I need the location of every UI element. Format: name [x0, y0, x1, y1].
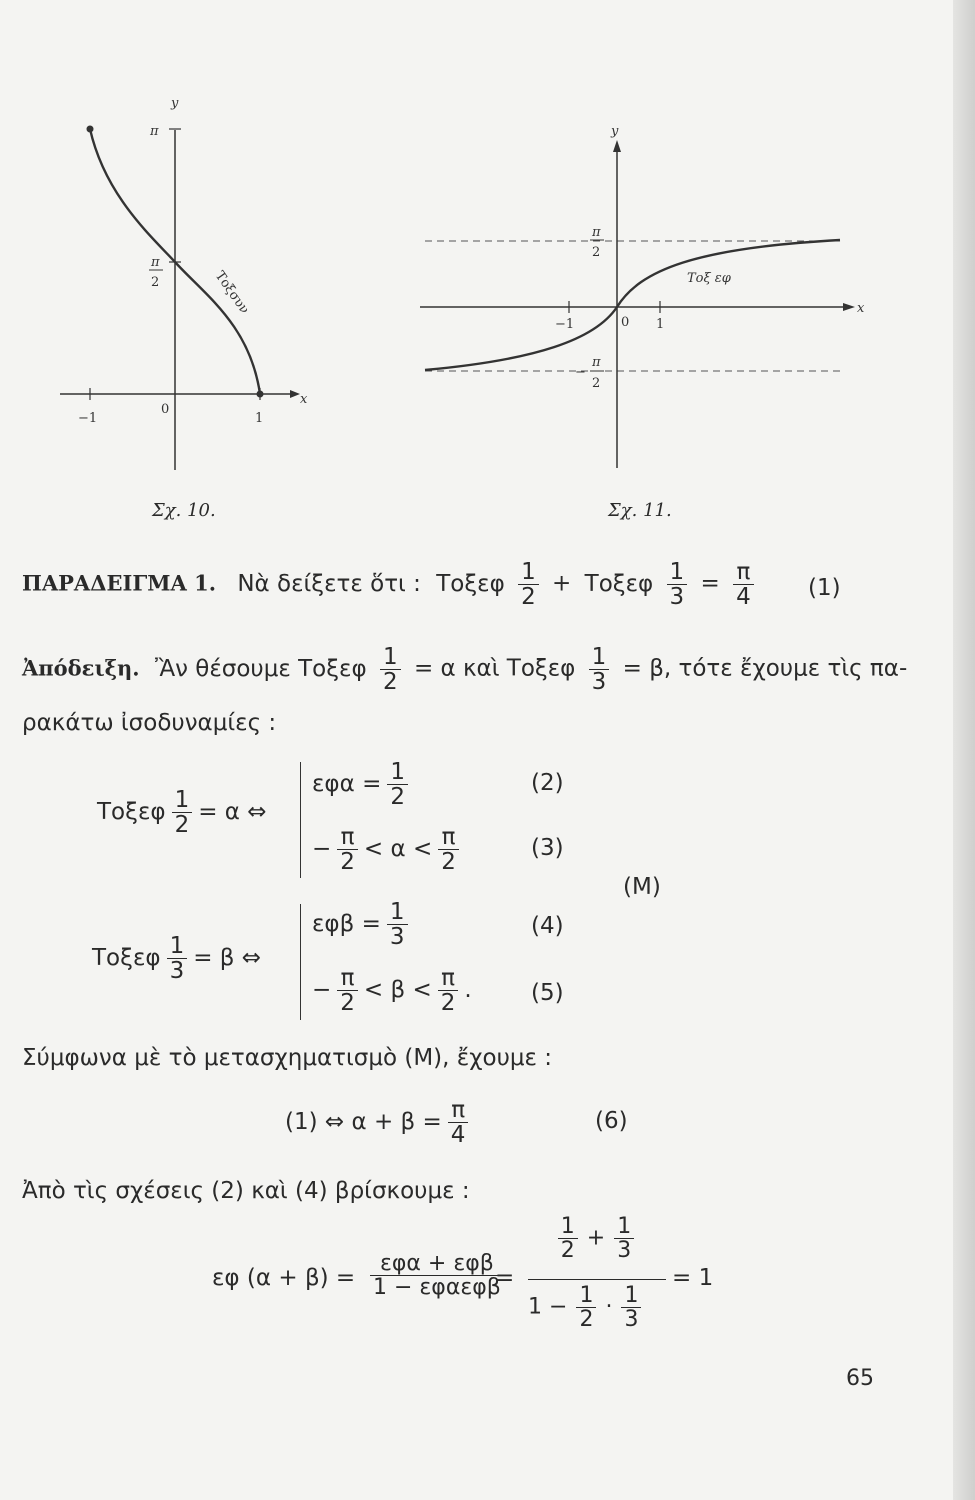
- fig10-halfpi-num: π: [151, 255, 160, 270]
- fraction-one-third: $\frac{1}{3}$: [667, 560, 688, 609]
- lhs-beta-fraction: $\frac{1}{3}$: [167, 934, 188, 983]
- proof-fraction-third: $\frac{1}{3}$: [589, 645, 610, 694]
- equation-number-5: (5): [531, 980, 564, 1006]
- fig11-y-label: y: [611, 124, 619, 139]
- fig11-curve-label: Τοξ εφ: [687, 271, 731, 286]
- compound-num-half: $\frac{1}{2}$: [558, 1215, 578, 1262]
- compound-numerator: $\frac{1}{2}$ + $\frac{1}{3}$: [530, 1215, 662, 1262]
- fig11-tick-neg1-label: −1: [555, 317, 575, 332]
- brace-alpha: [300, 762, 301, 878]
- equals-sign: =: [700, 570, 720, 597]
- equation-number-1: (1): [808, 575, 841, 601]
- tan-sum-result: = 1: [672, 1265, 714, 1291]
- tan-sum-lhs: εφ (α + β) =: [212, 1265, 356, 1291]
- eq5-fraction-right: $\frac{\pi}{2}$: [438, 966, 459, 1015]
- plus-sign: +: [552, 570, 572, 597]
- eq6-fraction: $\frac{\pi}{4}$: [448, 1098, 469, 1147]
- fig11-bottom-den: 2: [592, 376, 601, 391]
- relations-text: Ἀπὸ τὶς σχέσεις (2) καὶ (4) βρίσκουμε :: [22, 1178, 470, 1204]
- fig10-endpoint-right: [257, 391, 264, 398]
- equation-number-4: (4): [531, 913, 564, 939]
- figure-10-caption: Σχ. 10.: [152, 500, 216, 521]
- figure-11-caption: Σχ. 11.: [608, 500, 672, 521]
- fig11-bottom-num: π: [592, 355, 601, 370]
- page-edge-shadow: [953, 0, 975, 1500]
- compound-denominator: 1 − $\frac{1}{2}$ · $\frac{1}{3}$: [528, 1284, 643, 1331]
- example-line: [22, 560, 760, 609]
- fig11-arctan-curve: [425, 240, 840, 370]
- page-number: 65: [846, 1366, 874, 1391]
- fig10-x-label: x: [300, 392, 308, 407]
- accordance-text: Σύμφωνα μὲ τὸ μετασχηματισμὸ (Μ), ἔχουμε :: [22, 1045, 552, 1071]
- eq4-line: εφβ = $\frac{1}{3}$: [312, 900, 414, 949]
- fig11-bottom-sign: −: [575, 365, 586, 380]
- compound-den-third: $\frac{1}{3}$: [621, 1284, 641, 1331]
- fig11-x-arrow-icon: [843, 303, 855, 311]
- proof-line-2: ρακάτω ἰσοδυναμίες :: [22, 710, 277, 736]
- fig10-tick-0-label: 0: [161, 402, 170, 417]
- eq5-line: − $\frac{\pi}{2}$ < β < $\frac{\pi}{2}$ .: [312, 965, 472, 1017]
- fig10-tick-neg1-label: −1: [78, 411, 98, 426]
- fig11-x-label: x: [857, 301, 865, 316]
- fig10-tick-1-label: 1: [255, 411, 264, 426]
- proof-text-b: = α καὶ Τοξεφ: [413, 655, 576, 682]
- eq2-fraction: $\frac{1}{2}$: [387, 760, 408, 809]
- system-lhs-beta: Τοξεφ $\frac{1}{3}$ = β ⇔: [92, 933, 262, 985]
- proof-heading: Ἀπόδειξη.: [22, 655, 140, 681]
- proof-fraction-half: $\frac{1}{2}$: [380, 645, 401, 694]
- equation-number-2: (2): [531, 770, 564, 796]
- fig11-tick-1-label: 1: [656, 317, 665, 332]
- fig11-tick-0-label: 0: [621, 315, 630, 330]
- fig10-endpoint-left: [87, 126, 94, 133]
- figure-11-arctan-graph: [415, 120, 875, 475]
- proof-line-1: [22, 645, 907, 694]
- fig10-x-arrow-icon: [290, 390, 300, 398]
- example-term2: Τοξεφ: [584, 570, 654, 597]
- eq3-line: − $\frac{\pi}{2}$ < α < $\frac{\pi}{2}$: [312, 825, 465, 874]
- system-lhs-alpha: Τοξεφ $\frac{1}{2}$ = α ⇔: [97, 787, 267, 839]
- eq3-fraction-right: $\frac{\pi}{2}$: [438, 825, 459, 874]
- fig10-curve-label: Τοξσυν: [211, 268, 252, 317]
- fraction-one-half: $\frac{1}{2}$: [518, 560, 539, 609]
- fig10-y-label: y: [171, 96, 179, 111]
- tan-sum-equals: =: [495, 1265, 515, 1291]
- example-intro: Νὰ δείξετε ὅτι :: [237, 570, 421, 597]
- proof-text-c: = β, τότε ἔχουμε τὶς πα-: [622, 655, 908, 682]
- example-term1: Τοξεφ: [436, 570, 505, 597]
- compound-num-third: $\frac{1}{3}$: [614, 1215, 634, 1262]
- eq2-line: εφα = $\frac{1}{2}$: [312, 760, 414, 809]
- fig11-top-den: 2: [592, 245, 601, 260]
- equation-number-3: (3): [531, 835, 564, 861]
- group-label-M: (Μ): [623, 874, 661, 900]
- fig10-halfpi-den: 2: [151, 275, 160, 290]
- proof-text-a: Ἂν θέσουμε Τοξεφ: [154, 655, 367, 682]
- eq3-fraction-left: $\frac{\pi}{2}$: [337, 825, 358, 874]
- eq5-fraction-left: $\frac{\pi}{2}$: [337, 966, 358, 1015]
- tan-sum-fraction: $\frac{\text{εφα + εφβ}}{\text{1 − εφαεφβ}}$: [364, 1252, 510, 1299]
- compound-den-half: $\frac{1}{2}$: [576, 1284, 596, 1331]
- compound-fraction-bar: [528, 1279, 666, 1280]
- fig11-top-num: π: [592, 225, 601, 240]
- brace-beta: [300, 904, 301, 1020]
- example-heading: ΠΑΡΑΔΕΙΓΜΑ 1.: [22, 570, 217, 596]
- fig11-y-arrow-icon: [613, 140, 621, 152]
- fig10-pi-label: π: [150, 124, 159, 139]
- fraction-pi-quarter: $\frac{\pi}{4}$: [733, 560, 754, 609]
- figure-10-arccos-graph: [50, 85, 320, 485]
- eq6-line: (1) ⇔ α + β = $\frac{\pi}{4}$: [285, 1098, 474, 1147]
- lhs-alpha-fraction: $\frac{1}{2}$: [172, 788, 193, 837]
- equation-number-6: (6): [595, 1108, 628, 1134]
- eq4-fraction: $\frac{1}{3}$: [387, 900, 408, 949]
